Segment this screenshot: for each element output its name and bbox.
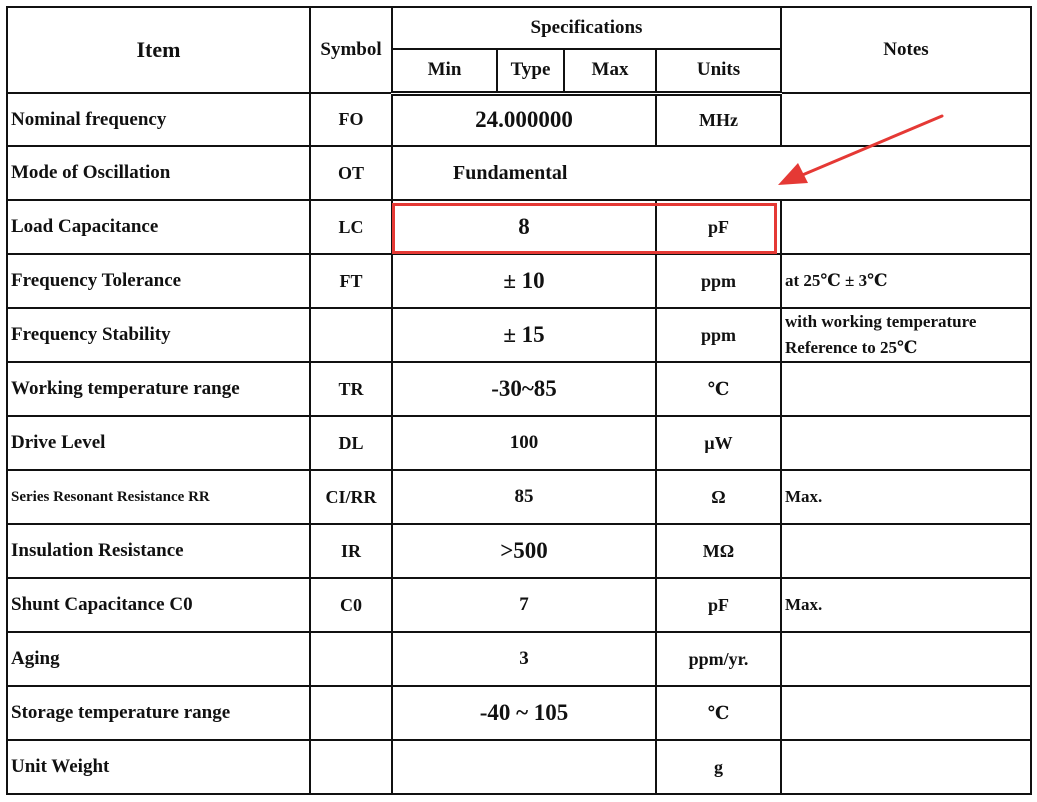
table-row	[7, 740, 1031, 794]
note-cell: Max.	[781, 578, 1031, 632]
symbol-cell: C0	[310, 578, 392, 632]
item-label: Working temperature range	[7, 362, 310, 416]
item-label: Frequency Tolerance	[7, 254, 310, 308]
symbol-cell	[310, 686, 392, 740]
symbol-cell	[310, 308, 392, 362]
value-cell: 3	[392, 632, 656, 686]
item-label: Shunt Capacitance C0	[7, 578, 310, 632]
item-label: Frequency Stability	[7, 308, 310, 362]
table-row	[7, 362, 1031, 416]
symbol-cell: FO	[310, 93, 392, 146]
value-cell: Fundamental	[392, 146, 1031, 200]
specifications-table	[6, 6, 1032, 795]
unit-cell: MHz	[656, 93, 781, 146]
header-item: Item	[7, 7, 310, 93]
symbol-cell: DL	[310, 416, 392, 470]
note-cell	[781, 740, 1031, 794]
symbol-cell: CI/RR	[310, 470, 392, 524]
header-units: Units	[656, 49, 781, 93]
value-cell: 7	[392, 578, 656, 632]
item-label: Load Capacitance	[7, 200, 310, 254]
value-cell: ± 10	[392, 254, 656, 308]
table-row	[7, 146, 1031, 200]
value-cell: -40 ~ 105	[392, 686, 656, 740]
table-row	[7, 686, 1031, 740]
note-line: with working temperature	[785, 312, 977, 331]
unit-cell: ℃	[656, 362, 781, 416]
unit-cell: MΩ	[656, 524, 781, 578]
symbol-cell	[310, 740, 392, 794]
note-cell	[781, 686, 1031, 740]
note-cell	[781, 308, 1031, 362]
symbol-cell: FT	[310, 254, 392, 308]
value-cell: 24.000000	[392, 93, 656, 146]
unit-cell: ppm	[656, 254, 781, 308]
value-cell: 85	[392, 470, 656, 524]
symbol-cell: IR	[310, 524, 392, 578]
value-cell: ± 15	[392, 308, 656, 362]
table-row	[7, 416, 1031, 470]
note-cell	[781, 524, 1031, 578]
header-notes: Notes	[781, 7, 1031, 93]
table-row	[7, 254, 1031, 308]
unit-cell: μW	[656, 416, 781, 470]
symbol-cell: TR	[310, 362, 392, 416]
table-row	[7, 200, 1031, 254]
table-row	[7, 308, 1031, 362]
symbol-cell: LC	[310, 200, 392, 254]
header-specifications: Specifications	[392, 7, 781, 49]
note-cell	[781, 362, 1031, 416]
unit-cell: ℃	[656, 686, 781, 740]
unit-cell: ppm/yr.	[656, 632, 781, 686]
table-row	[7, 93, 1031, 146]
note-line: Reference to 25℃	[785, 338, 918, 357]
header-type: Type	[497, 49, 564, 93]
value-cell	[392, 740, 656, 794]
table-row	[7, 632, 1031, 686]
unit-cell: g	[656, 740, 781, 794]
item-label: Storage temperature range	[7, 686, 310, 740]
value-cell: -30~85	[392, 362, 656, 416]
header-symbol: Symbol	[310, 7, 392, 93]
note-cell	[781, 93, 1031, 146]
item-label: Drive Level	[7, 416, 310, 470]
item-label: Series Resonant Resistance RR	[7, 470, 310, 524]
unit-cell: Ω	[656, 470, 781, 524]
unit-cell: ppm	[656, 308, 781, 362]
value-cell: 8	[392, 200, 656, 254]
note-cell	[781, 632, 1031, 686]
unit-cell: pF	[656, 578, 781, 632]
value-cell: >500	[392, 524, 656, 578]
item-label: Unit Weight	[7, 740, 310, 794]
value-cell: 100	[392, 416, 656, 470]
symbol-cell: OT	[310, 146, 392, 200]
note-cell: at 25℃ ± 3℃	[781, 254, 1031, 308]
note-cell	[781, 416, 1031, 470]
item-label: Insulation Resistance	[7, 524, 310, 578]
table-row	[7, 524, 1031, 578]
item-label: Mode of Oscillation	[7, 146, 310, 200]
note-cell	[781, 200, 1031, 254]
header-min: Min	[392, 49, 497, 93]
symbol-cell	[310, 632, 392, 686]
unit-cell: pF	[656, 200, 781, 254]
item-label: Nominal frequency	[7, 93, 310, 146]
table-row	[7, 578, 1031, 632]
item-label: Aging	[7, 632, 310, 686]
header-max: Max	[564, 49, 656, 93]
table-row	[7, 470, 1031, 524]
note-cell: Max.	[781, 470, 1031, 524]
